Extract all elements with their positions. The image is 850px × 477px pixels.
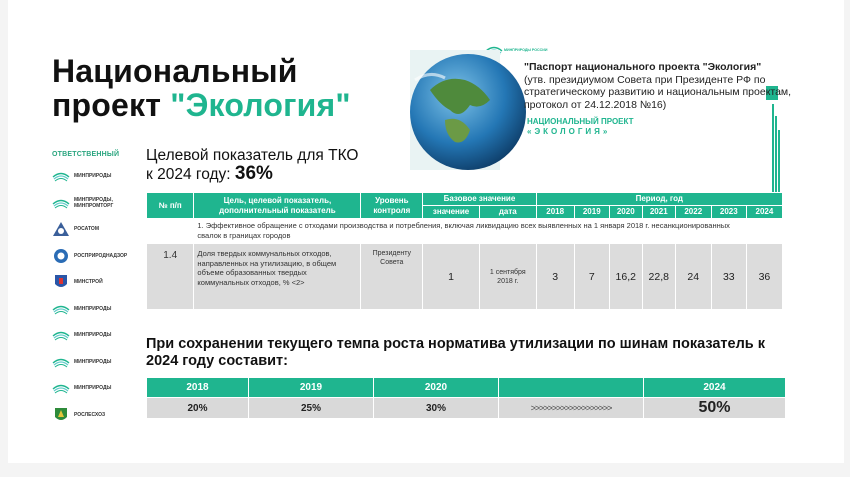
header-base-value: значение bbox=[423, 206, 480, 219]
row-value: 7 bbox=[574, 244, 609, 310]
target-value: 36% bbox=[234, 163, 273, 184]
header-level: Уровень контроля bbox=[361, 193, 423, 219]
title-prefix: проект bbox=[52, 87, 171, 123]
responsible-label: МИНПРИРОДЫ bbox=[74, 385, 112, 392]
frame-left bbox=[0, 0, 8, 477]
passport-info bbox=[524, 61, 794, 111]
responsible-label: МИНПРИРОДЫ bbox=[74, 305, 112, 312]
row-value: 24 bbox=[675, 244, 711, 310]
row-goal: Доля твердых коммунальных отходов, направленных на утилизацию, в общем объеме образованных твердых коммунальных отходов, % <2> bbox=[194, 244, 361, 310]
responsible-label: МИНСТРОЙ bbox=[74, 279, 103, 286]
header-goal: Цель, целевой показатель, дополнительный показатель bbox=[194, 193, 361, 219]
section-empty-cell bbox=[147, 219, 194, 244]
ministry-logo-icon bbox=[52, 301, 70, 317]
tires-table bbox=[146, 377, 786, 419]
ministry-logo-icon bbox=[52, 168, 70, 184]
header-year: 2022 bbox=[675, 206, 711, 219]
eco-brand bbox=[527, 117, 633, 137]
ministry-logo-icon bbox=[52, 354, 70, 370]
eco-brand-line1: НАЦИОНАЛЬНЫЙ ПРОЕКТ bbox=[527, 117, 634, 126]
frame-bottom bbox=[0, 463, 850, 477]
tires-arrows: >>>>>>>>>>>>>>>>>>> bbox=[499, 398, 644, 419]
passport-subtitle: (утв. президиумом Совета при Президенте РФ по стратегическому развитию и национальным проектам, протокол от 24.12.2018 №16) bbox=[524, 73, 792, 111]
responsible-label: РОСЛЕСХОЗ bbox=[74, 411, 106, 418]
tires-year: 2020 bbox=[374, 378, 499, 398]
row-value: 33 bbox=[711, 244, 746, 310]
row-value: 16,2 bbox=[609, 244, 642, 310]
target-heading bbox=[146, 147, 358, 184]
ministry-logo-icon bbox=[52, 195, 70, 211]
title-line1: Национальный bbox=[52, 53, 298, 89]
responsible-item bbox=[52, 216, 142, 243]
header-year: 2021 bbox=[642, 206, 675, 219]
responsible-list bbox=[52, 163, 142, 428]
row-num: 1.4 bbox=[147, 244, 194, 310]
row-value: 22,8 bbox=[642, 244, 675, 310]
rosleshoz-logo-icon bbox=[52, 407, 70, 423]
tires-value: 20% bbox=[147, 398, 249, 419]
eco-brand-line2: «ЭКОЛОГИЯ» bbox=[527, 127, 611, 136]
responsible-label: МИНПРИРОДЫ bbox=[74, 173, 112, 180]
table-row bbox=[147, 244, 783, 310]
responsible-item bbox=[52, 243, 142, 270]
row-base-value: 1 bbox=[423, 244, 480, 310]
responsible-header: ОТВЕТСТВЕННЫЙ bbox=[52, 151, 120, 158]
passport-title: "Паспорт национального проекта "Экология" bbox=[524, 61, 762, 73]
section-empty-cell bbox=[746, 219, 782, 244]
rosatom-logo-icon bbox=[52, 221, 70, 237]
tires-year: 2019 bbox=[249, 378, 374, 398]
responsible-label: МИНПРИРОДЫ bbox=[74, 332, 112, 339]
globe-image bbox=[410, 50, 500, 170]
title-accent: "Экология" bbox=[170, 87, 351, 123]
tires-value-final: 50% bbox=[644, 398, 786, 419]
frame-right bbox=[844, 0, 850, 477]
target-text: Целевой показатель для ТКО bbox=[146, 147, 359, 164]
header-year: 2019 bbox=[574, 206, 609, 219]
responsible-item bbox=[52, 269, 142, 296]
responsible-item bbox=[52, 190, 142, 217]
header-year: 2018 bbox=[536, 206, 574, 219]
header-year: 2020 bbox=[609, 206, 642, 219]
tires-year: 2024 bbox=[644, 378, 786, 398]
row-base-date: 1 сентября 2018 г. bbox=[479, 244, 536, 310]
responsible-item bbox=[52, 163, 142, 190]
tires-value: 30% bbox=[374, 398, 499, 419]
responsible-item bbox=[52, 402, 142, 429]
responsible-item bbox=[52, 375, 142, 402]
section-text: 1. Эффективное обращение с отходами производства и потребления, включая ликвидацию всех выявленных на 1 января 2018 г. несанкционированных свалок в границах городов bbox=[194, 219, 746, 244]
tires-year: 2018 bbox=[147, 378, 249, 398]
minstroy-logo-icon bbox=[52, 274, 70, 290]
tires-year bbox=[499, 378, 644, 398]
row-value: 3 bbox=[536, 244, 574, 310]
header-year: 2024 bbox=[746, 206, 782, 219]
row-value: 36 bbox=[746, 244, 782, 310]
tires-value: 25% bbox=[249, 398, 374, 419]
top-logo-text: МИНПРИРОДЫ РОССИИ bbox=[504, 48, 548, 52]
responsible-label: МИНПРИРОДЫ, МИНПРОМТОРГ bbox=[74, 196, 114, 209]
title-line2 bbox=[52, 88, 351, 122]
page-title bbox=[52, 54, 351, 122]
ministry-logo-icon bbox=[52, 327, 70, 343]
header-base: Базовое значение bbox=[423, 193, 536, 206]
tires-heading: При сохранении текущего темпа роста норматива утилизации по шинам показатель к 2024 году составит: bbox=[146, 336, 765, 369]
target-line2 bbox=[146, 165, 358, 184]
rosprirodnadzor-logo-icon bbox=[52, 248, 70, 264]
indicator-table bbox=[146, 192, 783, 310]
responsible-label: РОСАТОМ bbox=[74, 226, 99, 233]
header-base-date: дата bbox=[479, 206, 536, 219]
section-row bbox=[147, 219, 783, 244]
header-period: Период, год bbox=[536, 193, 782, 206]
responsible-item bbox=[52, 296, 142, 323]
header-year: 2023 bbox=[711, 206, 746, 219]
responsible-label: РОСПРИРОДНАДЗОР bbox=[74, 252, 128, 259]
row-level: Президенту Совета bbox=[361, 244, 423, 310]
responsible-item bbox=[52, 322, 142, 349]
target-prefix: к 2024 году: bbox=[146, 166, 235, 183]
responsible-label: МИНПРИРОДЫ bbox=[74, 358, 112, 365]
responsible-item bbox=[52, 349, 142, 376]
header-num: № п/п bbox=[147, 193, 194, 219]
ministry-logo-icon bbox=[52, 380, 70, 396]
